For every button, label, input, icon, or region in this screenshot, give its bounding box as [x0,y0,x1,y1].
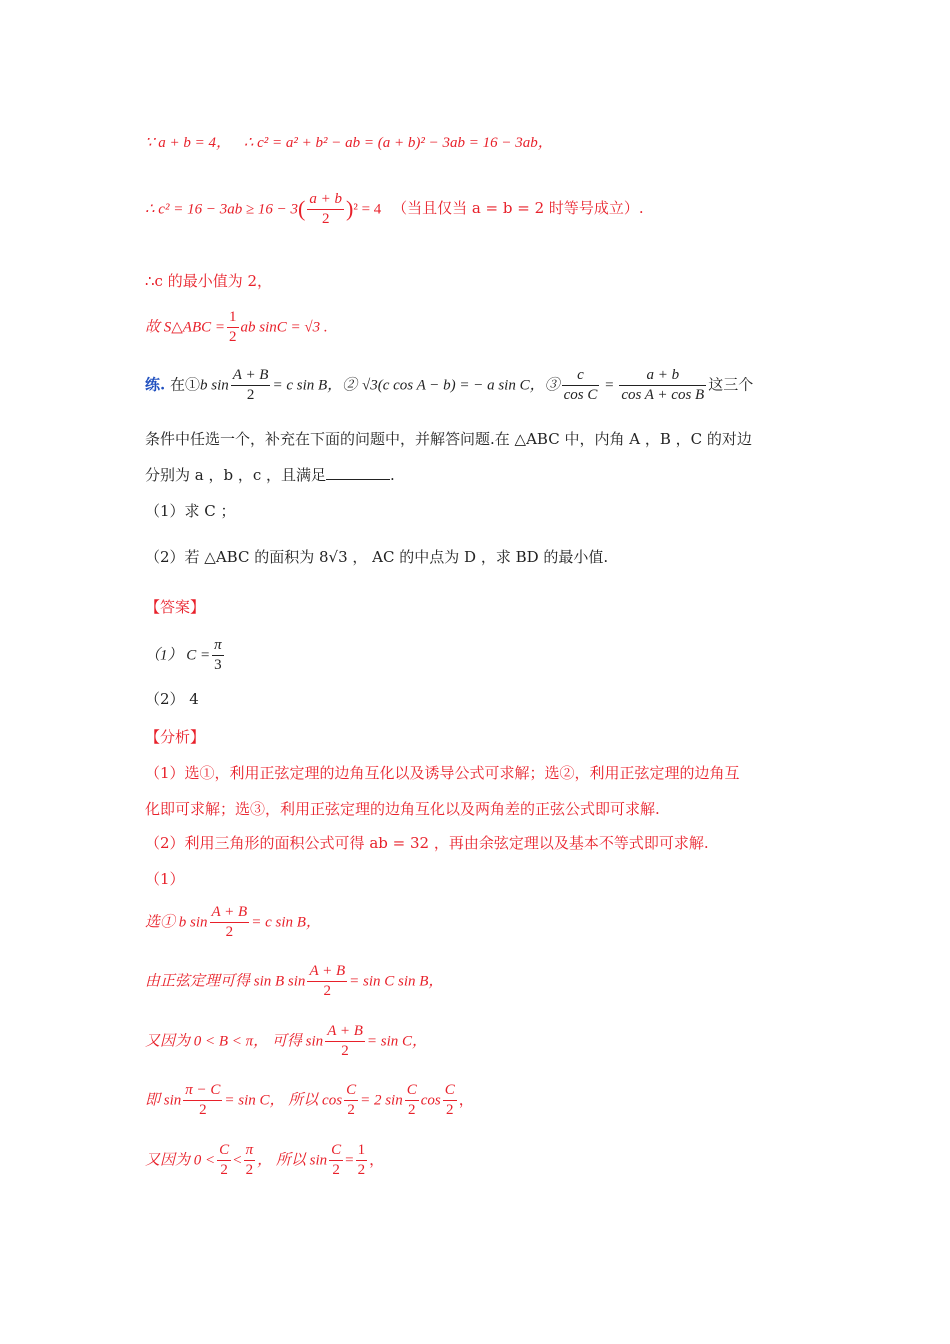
question-1: （1）求 C ； [145,502,236,520]
fraction: $\frac{a + b}{\text{cos A + cos B}}$ [621,367,705,403]
analysis-p2: （2）利用三角形的面积公式可得 ab = 32 ，再由余弦定理以及基本不等式即可求解. [145,834,709,852]
fraction: $\frac{C}{2}$ [331,1142,342,1178]
fraction: $\frac{C}{2}$ [444,1082,455,1118]
fraction: $\frac{A + B}{2}$ [327,1023,363,1059]
answer-1: （1） C = $\frac{\pi}{3}$ [145,637,222,673]
answer-blank [326,467,390,480]
fraction: $\frac{C}{2}$ [346,1082,357,1118]
answer-header: 【答案】 [145,598,206,616]
fraction: $\frac{A + B}{2}$ [211,904,248,940]
derivation-line-1 [145,133,553,152]
given-sum: ∵ a + b = 4， [145,135,232,151]
fraction: $\frac{A + B}{2}$ [309,963,346,999]
c-squared-expansion: ∴ c² = a² + b² − ab = (a + b)² − 3ab = 16 − 3ab， [243,135,553,151]
answer-2: （2） 4 [145,690,199,708]
analysis-header: 【分析】 [145,728,206,746]
fraction: $\frac{a + b}{2}$ [309,191,342,227]
fraction: $\frac{C}{2}$ [219,1142,230,1178]
exercise-label: 练. [145,375,166,394]
solution-step-4: 即 sin $\frac{\pi - C}{2}$ = sin C， 所以 cos $\frac{C}{2}$ = 2 sin $\frac{C}{2}$ cos $\frac{C}{2}$ ， [145,1082,474,1118]
fraction: $\frac{1}{2}$ [229,309,237,345]
analysis-p3: （1） [145,870,185,888]
solution-step-5: 又因为 0 < $\frac{C}{2}$ < $\frac{\pi}{2}$ ， 所以 sin $\frac{C}{2}$ = $\frac{1}{2}$ ， [145,1142,385,1178]
exercise-line-2: 条件中任选一个，补充在下面的问题中，并解答问题.在 △ABC 中，内角 A ，B ，C 的对边 [145,430,752,448]
solution-step-1: 选① b sin $\frac{A + B}{2}$ = c sin B， [145,904,321,940]
question-2: （2）若 △ABC 的面积为 8√3 ， AC 的中点为 D ，求 BD 的最小值. [145,548,609,566]
derivation-line-2: ∴ c² = 16 − 3ab ≥ 16 − 3( $\frac{a + b}{2}$ )² = 4 （当且仅当 a = b = 2 时等号成立）. [145,191,644,227]
fraction: $\frac{C}{2}$ [406,1082,417,1118]
solution-step-3: 又因为 0 < B < π， 可得 sin $\frac{A + B}{2}$ = sin C， [145,1023,428,1059]
area-result: 故 S△ABC = $\frac{1}{2}$ ab sinC = √3 . [145,309,328,345]
equality-condition-note: （当且仅当 a = b = 2 时等号成立）. [392,199,644,218]
fraction: $\frac{A + B}{2}$ [232,367,269,403]
fraction: $\frac{\pi}{3}$ [214,637,222,673]
analysis-p1-line-2: 化即可求解；选③，利用正弦定理的边角互化以及两角差的正弦公式即可求解. [145,800,660,818]
exercise-statement: 练. 在①b sin $\frac{A + B}{2}$ = c sin B，② √3(c cos A − b) = − a sin C，③ $\frac{c}{\text{cos C}}$ = $\frac{a + b}{\text{cos A + cos B}}$ 这三个 [145,367,754,403]
min-c-statement: ∴c 的最小值为 2， [145,272,273,290]
exercise-line-3: 分别为 a ，b ，c ，且满足 . [145,466,395,484]
fraction: $\frac{\pi}{2}$ [245,1142,254,1178]
fraction: $\frac{1}{2}$ [357,1142,366,1178]
analysis-p1-line-1: （1）选①，利用正弦定理的边角互化以及诱导公式可求解；选②，利用正弦定理的边角互 [145,764,740,782]
fraction: $\frac{c}{\text{cos C}}$ [563,367,598,403]
fraction: $\frac{\pi - C}{2}$ [185,1082,221,1118]
solution-step-2: 由正弦定理可得 sin B sin $\frac{A + B}{2}$ = sin C sin B， [145,963,444,999]
